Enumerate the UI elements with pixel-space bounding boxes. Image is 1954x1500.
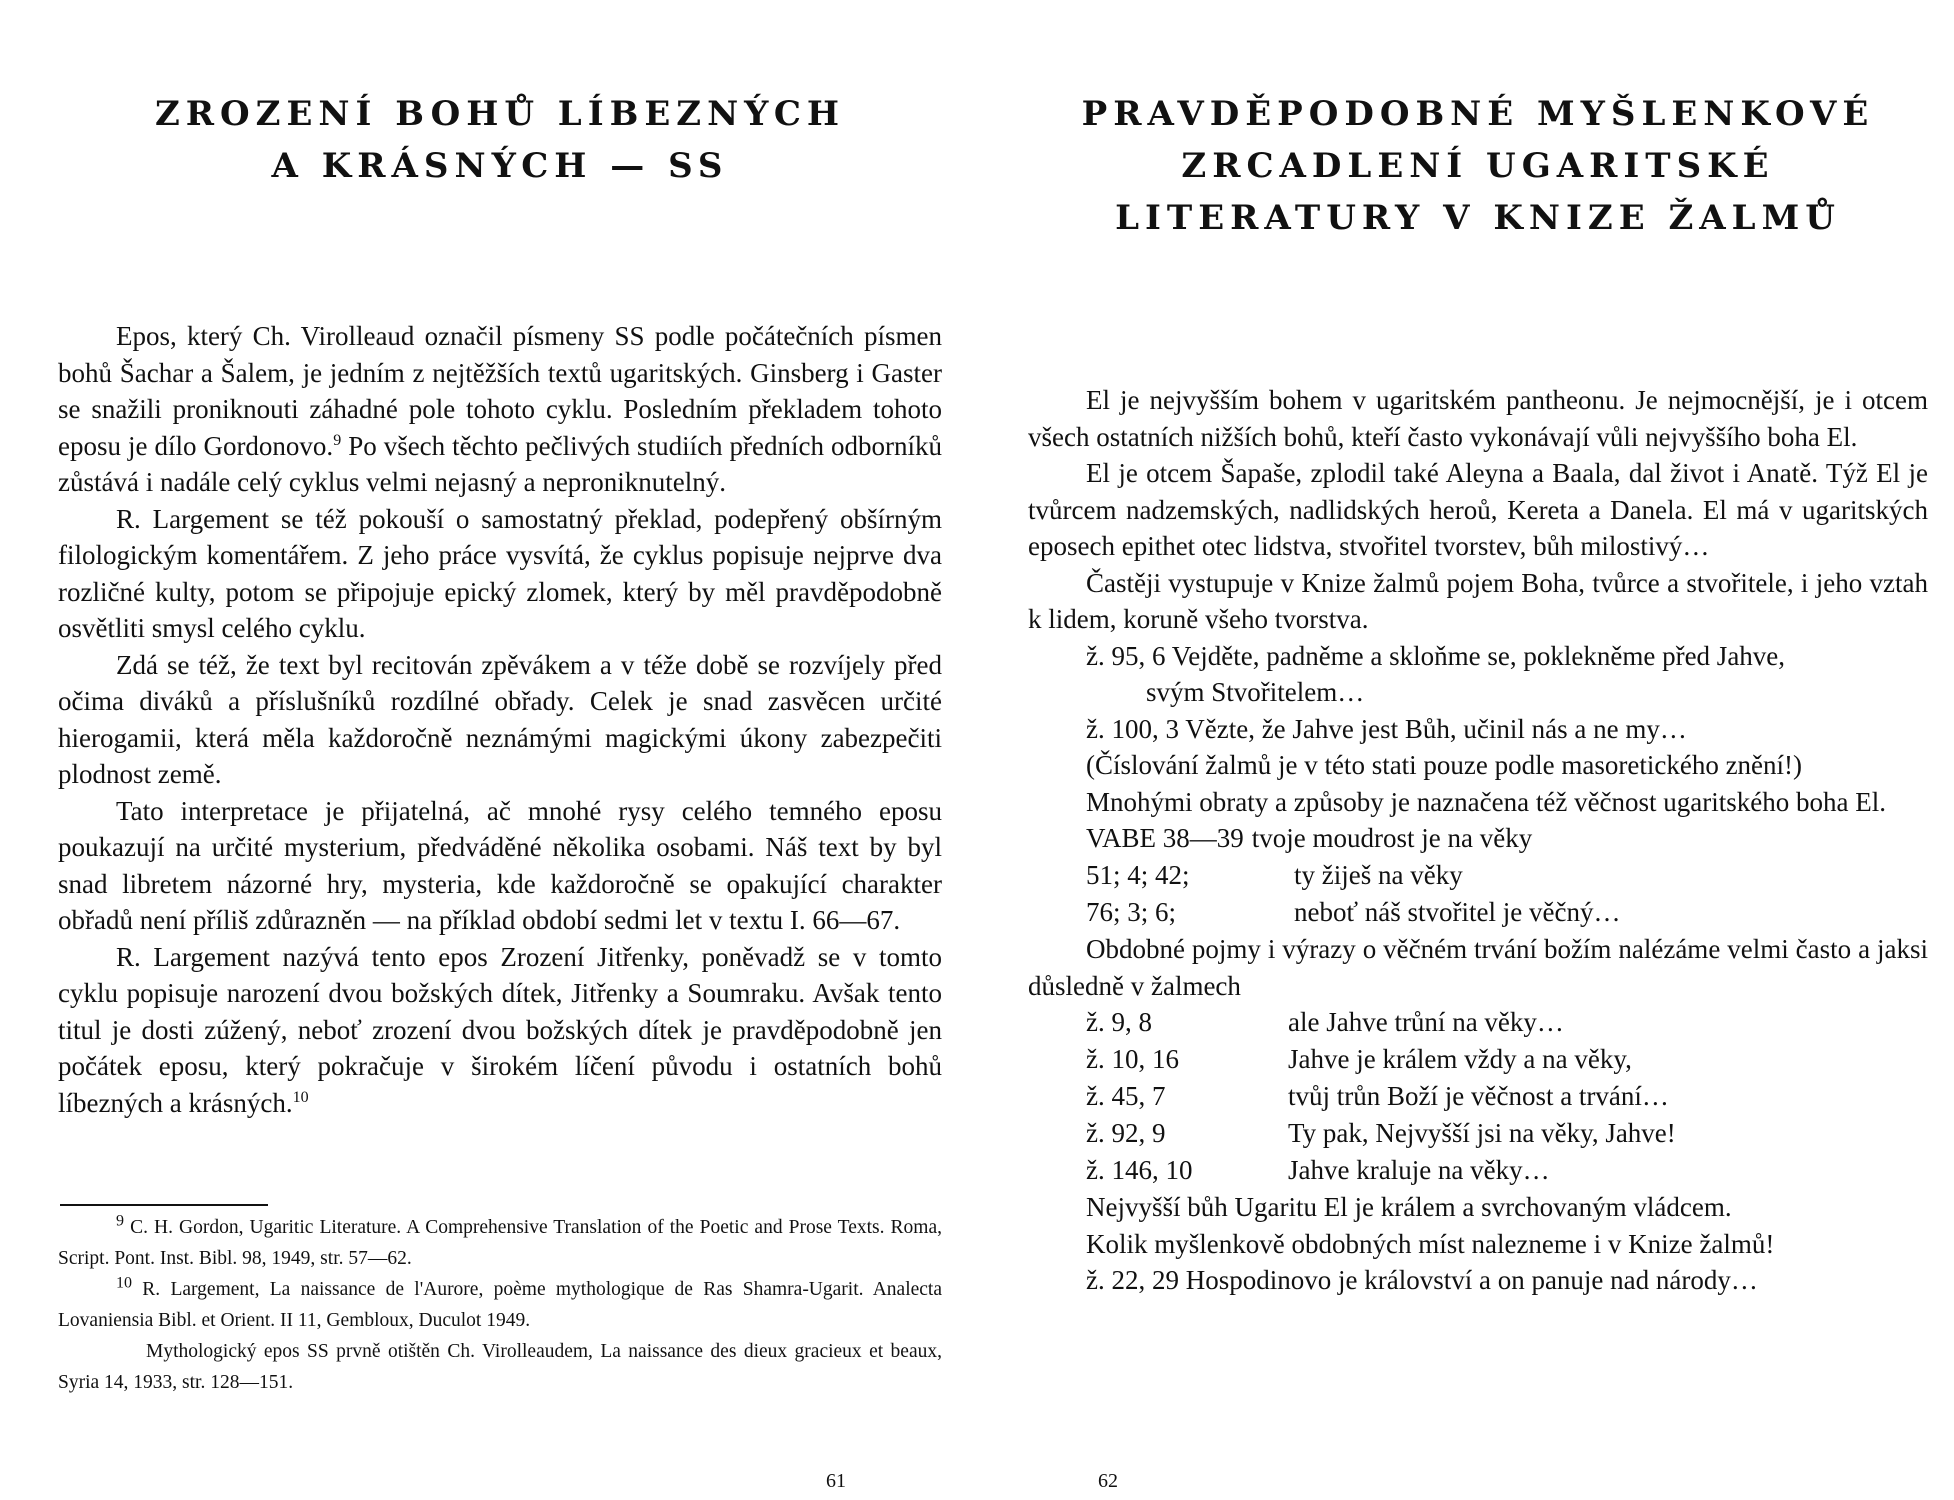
right-paragraph-3: Častěji vystupuje v Knize žalmů pojem Boha, tvůrce a stvořitele, i jeho vztah k lidem, koruně všeho tvorstva. bbox=[1028, 567, 1928, 634]
right-paragraph-4: Mnohými obraty a způsoby je naznačena též věčnost ugaritského boha El. bbox=[1086, 786, 1886, 817]
footnote-ref-9: 9 bbox=[333, 431, 342, 449]
right-paragraph-1: El je nejvyšším bohem v ugaritském pantheonu. Je nejmocnější, je i otcem všech ostatních nižších bohů, kteří často vykonávají vůli nejvyššího boha El. bbox=[1028, 385, 1928, 452]
psalm-row: ž. 146, 10 Jahve kraluje na věky… bbox=[1086, 1155, 1550, 1185]
right-paragraph-5: Obdobné pojmy i výrazy o věčném trvání božím nalézáme velmi často a jaksi důsledně v žalmech bbox=[1028, 934, 1928, 1001]
left-paragraph-3: Zdá se též, že text byl recitován zpěvákem a v téže době se rozvíjely před očima diváků a příslušníků rozdílné obřady. Celek je snad zasvěcen určité hierogamii, která měla každoročně neznámými magickými úkony zabezpečiti plodnost země. bbox=[58, 649, 942, 789]
numbering-note: (Číslování žalmů je v této stati pouze podle masoretického znění!) bbox=[1086, 750, 1803, 780]
psalm-row: ž. 9, 8 ale Jahve trůní na věky… bbox=[1086, 1007, 1564, 1037]
right-title-line2: ZRCADLENÍ UGARITSKÉ bbox=[1181, 146, 1775, 186]
footnote-9: $^9$ C. H. Gordon, Ugaritic Literature. A Comprehensive Translation of the Poetic and Prose Texts. Roma, Script. Pont. Inst. Bibl. 98, 1949, str. 57—62. bbox=[58, 1212, 943, 1269]
left-page-title bbox=[58, 88, 942, 192]
right-page-number: 62 bbox=[1098, 1470, 1118, 1492]
right-title-line3: LITERATURY V KNIZE ŽALMŮ bbox=[1115, 198, 1841, 238]
vabe-row: 51; 4; 42; ty žiješ na věky bbox=[1086, 860, 1463, 890]
left-paragraph-5: R. Largement nazývá tento epos Zrození Jitřenky, poněvadž se v tomto cyklu popisuje narození dvou božských dítek, Jitřenky a Soumraku. Avšak tento titul je dosti zúžený, neboť zrození dvou božských dítek je pravděpodobně jen počátek eposu, který pokračuje v širokém líčení původu i ostatních bohů líbezných a krásných.$^{10}$ bbox=[58, 941, 942, 1118]
right-body bbox=[1028, 382, 1928, 1299]
vabe-row: 76; 3; 6; neboť náš stvořitel je věčný… bbox=[1086, 897, 1621, 927]
psalm-list bbox=[1028, 1004, 1928, 1189]
psalm-quote-95: ž. 95, 6 Vejděte, padněme a skloňme se, poklekněme před Jahve, svým Stvořitelem… bbox=[1086, 640, 1786, 707]
footnote-10-continuation: Mythologický epos SS prvně otištěn Ch. Virolleaudem, La naissance des dieux gracieux et beaux, Syria 14, 1933, str. 128—151. bbox=[58, 1341, 942, 1393]
left-page-number: 61 bbox=[826, 1470, 846, 1492]
right-paragraph-2: El je otcem Šapaše, zplodil také Aleyna a Baala, dal život i Anatě. Týž El je tvůrcem nadzemských, nadlidských heroů, Kereta a Danela. El má v ugaritských eposech epithet otec lidstva, stvořitel tvorstev, bůh milostivý… bbox=[1028, 458, 1928, 561]
left-title-line1: ZROZENÍ BOHŮ LÍBEZNÝCH bbox=[154, 94, 846, 134]
right-line-7: Kolik myšlenkově obdobných míst nalezneme i v Knize žalmů! bbox=[1086, 1228, 1775, 1259]
right-line-8: ž. 22, 29 Hospodinovo je království a on panuje nad národy… bbox=[1086, 1265, 1758, 1295]
right-page bbox=[1028, 0, 1928, 1500]
right-page-title bbox=[1028, 88, 1928, 244]
left-page bbox=[58, 0, 942, 1500]
left-paragraph-1: Epos, který Ch. Virolleaud označil písmeny SS podle počátečních písmen bohů Šachar a Šalem, je jedním z nejtěžších textů ugaritských. Ginsberg i Gaster se snažili proniknouti záhadné pole tohoto cyklu. Posledním překladem tohoto eposu je dílo Gordonovo.$^9$ Po všech těchto pečlivých studiích předních odborníků zůstává i nadále celý cyklus velmi nejasný a neproniknutelný. bbox=[58, 321, 942, 497]
footnote-10: $^{10}$ R. Largement, La naissance de l'Aurore, poème mythologique de Ras Shamra-Ugarit. Analecta Lovaniensia Bibl. et Orient. II 11, Gembloux, Duculot 1949. bbox=[58, 1274, 943, 1331]
right-title-line1: PRAVDĚPODOBNÉ MYŠLENKOVÉ bbox=[1081, 94, 1875, 134]
left-paragraph-2: R. Largement se též pokouší o samostatný překlad, podepřený obšírným filologickým komentářem. Z jeho práce vysvítá, že cyklus popisuje nejprve dva rozličné kulty, potom se připojuje epický zlomek, který by měl pravděpodobně osvětliti smysl celého cyklu. bbox=[58, 503, 942, 643]
psalm-quote-100: ž. 100, 3 Vězte, že Jahve jest Bůh, učinil nás a ne my… bbox=[1086, 713, 1687, 744]
psalm-row: ž. 10, 16 Jahve je králem vždy a na věky, bbox=[1086, 1044, 1632, 1074]
vabe-list bbox=[1028, 820, 1928, 931]
vabe-row: VABE 38—39 tvoje moudrost je na věky bbox=[1086, 823, 1533, 853]
psalm-row: ž. 92, 9 Ty pak, Nejvyšší jsi na věky, Jahve! bbox=[1086, 1118, 1676, 1148]
footnote-ref-10: 10 bbox=[292, 1088, 309, 1106]
right-line-6: Nejvyšší bůh Ugaritu El je králem a svrchovaným vládcem. bbox=[1086, 1192, 1732, 1222]
left-footnotes bbox=[58, 1212, 942, 1398]
footnote-divider bbox=[60, 1204, 268, 1206]
left-body bbox=[58, 318, 942, 1121]
psalm-row: ž. 45, 7 tvůj trůn Boží je věčnost a trvání… bbox=[1086, 1081, 1669, 1111]
left-title-line2: A KRÁSNÝCH — SS bbox=[271, 146, 729, 186]
left-paragraph-4: Tato interpretace je přijatelná, ač mnohé rysy celého temného eposu poukazují na určité mysterium, předváděné několika osobami. Náš text by byl snad libretem názorné hry, mysteria, kde každoročně se opakující charakter obřadů není příliš zdůrazněn — na příklad období sedmi let v textu I. 66—67. bbox=[58, 795, 942, 935]
